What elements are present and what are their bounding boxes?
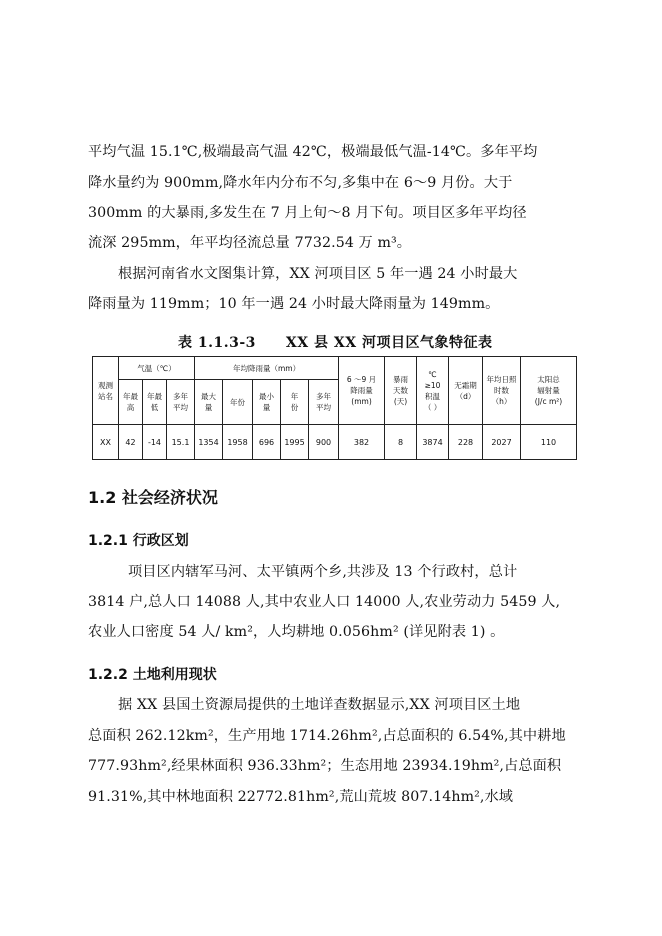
subheader-temp-min: 年最 低	[143, 380, 167, 425]
header-temperature: 气温（℃）	[119, 357, 195, 380]
body-text-line: 300mm 的大暴雨,多发生在 7 月上旬～8 月下旬。项目区多年平均径	[88, 205, 527, 221]
subheader-temp-avg: 多年 平均	[167, 380, 195, 425]
cell-precip-min-year: 1995	[281, 425, 309, 460]
cell-jun-sep-precip: 382	[339, 425, 385, 460]
body-text-line: 总面积 262.12km²，生产用地 1714.26hm²,占总面积的 6.54%,其中耕地	[88, 728, 566, 744]
header-accumulated-temp: ℃ ≥10 积温 （ ）	[417, 357, 449, 425]
body-text-line: 降雨量为 119mm；10 年一遇 24 小时最大降雨量为 149mm。	[88, 296, 500, 312]
cell-sunshine: 2027	[483, 425, 521, 460]
cell-precip-max-year: 1958	[223, 425, 253, 460]
body-text-line: 降水量约为 900mm,降水年内分布不匀,多集中在 6～9 月份。大于	[88, 175, 513, 191]
cell-storm-days: 8	[385, 425, 417, 460]
header-frost-free: 无霜期 （d）	[449, 357, 483, 425]
body-text-line: 91.31%,其中林地面积 22772.81hm²,荒山荒坡 807.14hm²,水域	[88, 789, 514, 805]
body-text-line: 平均气温 15.1℃,极端最高气温 42℃，极端最低气温-14℃。多年平均	[88, 144, 538, 160]
body-text-line: 3814 户,总人口 14088 人,其中农业人口 14000 人,农业劳动力 5459 人,	[88, 594, 561, 610]
subheader-temp-max: 年最 高	[119, 380, 143, 425]
cell-temp-max: 42	[119, 425, 143, 460]
cell-precip-avg: 900	[309, 425, 339, 460]
header-annual-precipitation: 年均降雨量（mm）	[195, 357, 339, 380]
table-caption	[178, 332, 492, 352]
body-text-line: 项目区内辖军马河、太平镇两个乡,共涉及 13 个行政村，总计	[128, 564, 518, 580]
body-text-line: 根据河南省水文图集计算，XX 河项目区 5 年一遇 24 小时最大	[118, 266, 518, 282]
table-caption-title: XX 县 XX 河项目区气象特征表	[285, 335, 493, 351]
subheader-precip-avg: 多年 平均	[309, 380, 339, 425]
cell-precip-min: 696	[253, 425, 281, 460]
body-text-line: 农业人口密度 54 人/ km²，人均耕地 0.056hm² (详见附表 1) 。	[88, 624, 505, 640]
cell-frost-free: 228	[449, 425, 483, 460]
subsection-heading: 1.2.1 行政区划	[88, 533, 189, 549]
meteorological-table	[92, 356, 577, 460]
cell-accumulated-temp: 3874	[417, 425, 449, 460]
section-heading: 1.2 社会经济状况	[88, 488, 218, 507]
header-jun-sep-precip: 6 ～9 月 降雨量 (mm)	[339, 357, 385, 425]
header-storm-days: 暴雨 天数 (天)	[385, 357, 417, 425]
table-caption-number: 表 1.1.3-3	[178, 335, 256, 351]
cell-solar-radiation: 110	[521, 425, 577, 460]
body-text-line: 据 XX 县国土资源局提供的土地详查数据显示,XX 河项目区土地	[118, 697, 521, 713]
cell-precip-max: 1354	[195, 425, 223, 460]
header-sunshine: 年均日照 时数 （h）	[483, 357, 521, 425]
subheader-precip-min-year: 年 份	[281, 380, 309, 425]
header-station: 观测 站名	[93, 357, 119, 425]
cell-temp-avg: 15.1	[167, 425, 195, 460]
subheader-precip-max-year: 年份	[223, 380, 253, 425]
cell-station: XX	[93, 425, 119, 460]
body-text-line: 流深 295mm，年平均径流总量 7732.54 万 m³。	[88, 235, 412, 251]
body-text-line: 777.93hm²,经果林面积 936.33hm²；生态用地 23934.19hm²,占总面积	[88, 758, 562, 774]
subheader-precip-max: 最大 量	[195, 380, 223, 425]
subheader-precip-min: 最小 量	[253, 380, 281, 425]
table-row	[93, 425, 577, 460]
subsection-heading: 1.2.2 土地利用现状	[88, 667, 217, 683]
cell-temp-min: -14	[143, 425, 167, 460]
header-solar-radiation: 太阳总 辐射量 (J/c m²)	[521, 357, 577, 425]
